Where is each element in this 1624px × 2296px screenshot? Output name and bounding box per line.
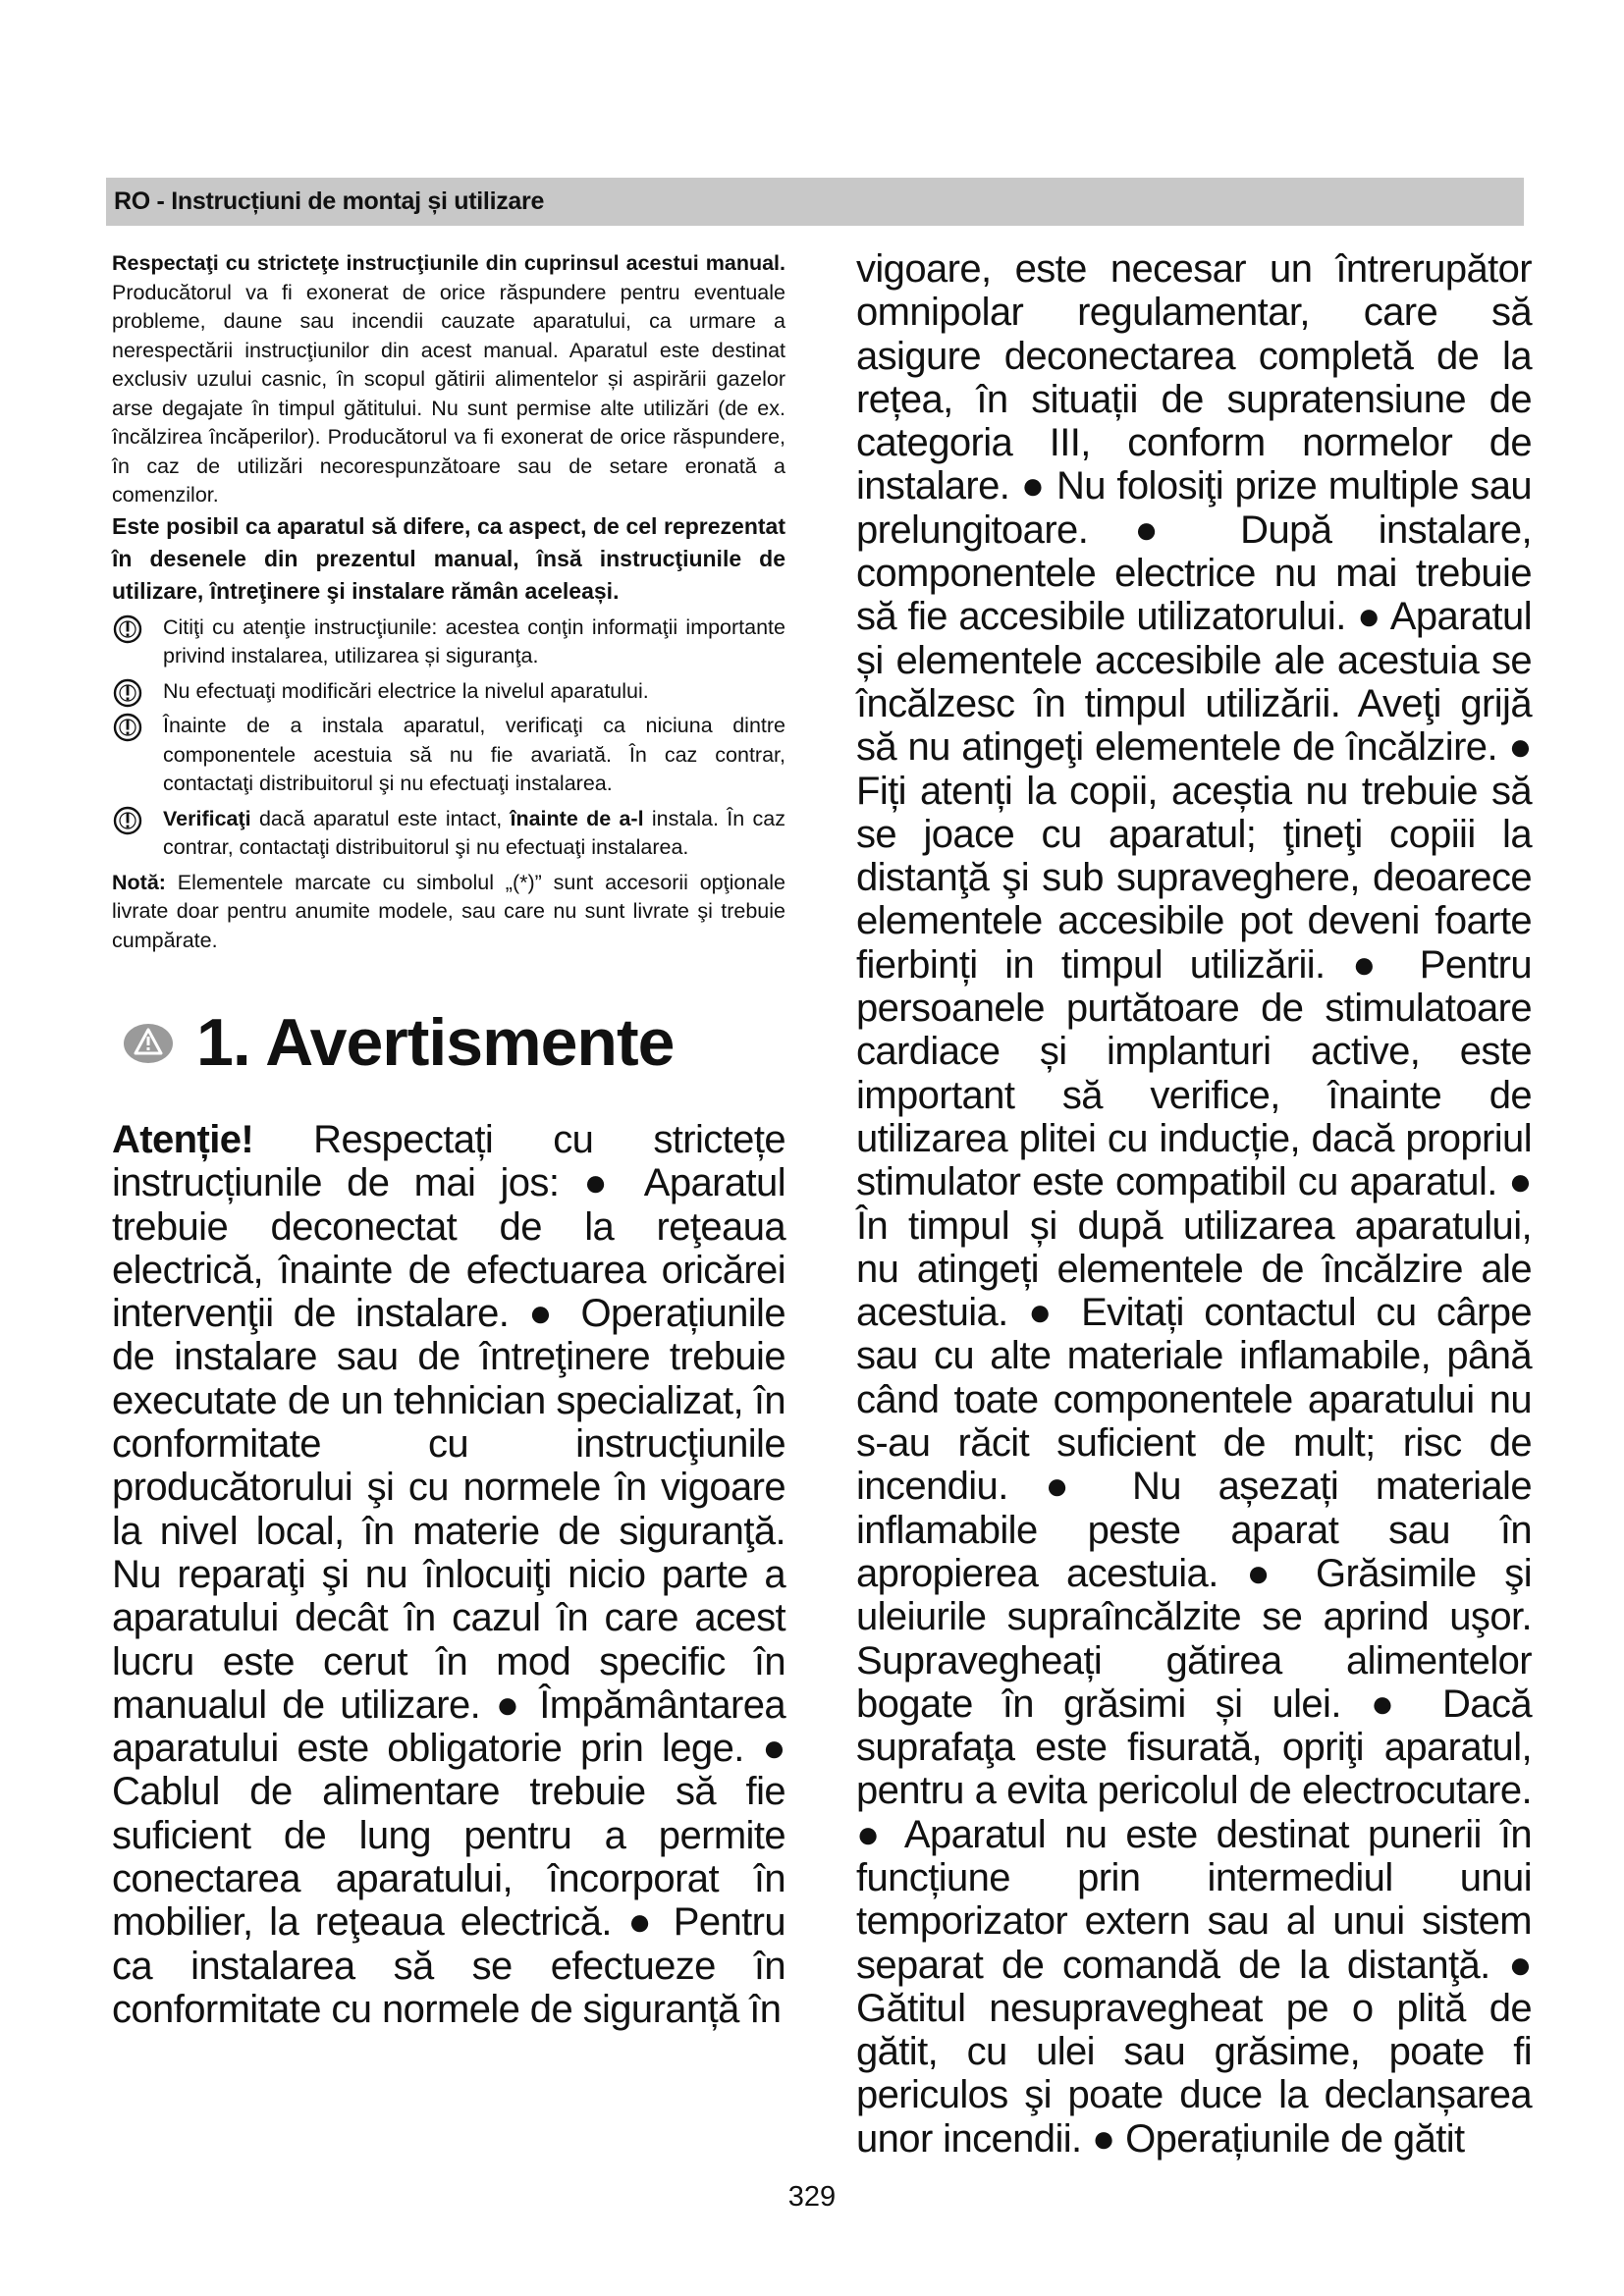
left-column [112,249,785,2031]
attention-icon [112,712,143,743]
intro-lead-bold: Respectaţi cu stricteţe instrucţiunile din cuprinsul acestui manual. [112,251,785,275]
warning-item [112,677,785,707]
warning-item [112,805,785,863]
warning-item [112,614,785,671]
note-text: Elementele marcate cu simbolul „(*)” sunt accesorii opţionale livrate doar pentru anumite modele, sau care nu sunt livrate şi trebuie cumpărate. [112,870,785,952]
warning-text: Înainte de a instala aparatul, verificaţi ca niciuna dintre componentele acestuia să nu fie avariată. În caz contrar, contactaţi distribuitorul şi nu efectuaţi instalarea. [163,714,785,795]
warning-bold-mid: înainte de a-l [510,806,644,830]
note-paragraph [112,869,785,956]
body-left-text: Respectați cu strictețe instrucțiunile de mai jos: ● Aparatul trebuie deconectat de la reţeaua electrică, înainte de efectuarea oricărei intervenţii de instalare. ● Operațiunile de instalare sau de întreţinere trebuie executate de un tehnician specializat, în conformitate cu instrucţiunile producătorului şi cu normele în vigoare la nivel local, în materie de siguranţă. Nu reparaţi şi nu înlocuiţi nicio parte a aparatului decât în cazul în care acest lucru este cerut în mod specific în manualul de utilizare. ● Împământarea aparatului este obligatorie prin lege. ● Cablul de alimentare trebuie să fie suficient de lung pentru a permite conectarea aparatului, încorporat în mobilier, la reţeaua electrică. ● Pentru ca instalarea să se efectueze în conformitate cu normele de siguranță în [112,1118,785,2031]
attention-icon [112,614,143,645]
warning-bold-start: Verificaţi [163,806,251,830]
warning-text: Citiţi cu atenţie instrucţiunile: acestea conţin informaţii importante privind instalarea, utilizarea și siguranţa. [163,614,785,667]
warning-triangle-icon [122,1022,175,1065]
right-column [856,247,1532,2161]
page-header-title: RO - Instrucțiuni de montaj și utilizare [114,187,545,215]
attention-label: Atenție! [112,1118,254,1161]
note-label: Notă: [112,870,166,894]
warning-text: Nu efectuaţi modificări electrice la nivelul aparatului. [163,678,649,703]
header-bar [106,178,1524,226]
body-text-right: vigoare, este necesar un întrerupător omnipolar regulamentar, care să asigure deconectarea completă de la rețea, în situații de supratensiune de categoria III, conform normelor de instalare. ● Nu folosiţi prize multiple sau prelungitoare. ● După instalare, componentele electrice nu mai trebuie să fie accesibile utilizatorului. ● Aparatul și elementele accesibile ale acestuia se încălzesc în timpul utilizării. Aveţi grijă să nu atingeţi elementele de încălzire. ● Fiți atenți la copii, aceștia nu trebuie să se joace cu aparatul; ţineţi copiii la distanţă şi sub supraveghere, deoarece elementele accesibile pot deveni foarte fierbinți in timpul utilizării. ● Pentru persoanele purtătoare de stimulatoare cardiace și implanturi active, este important să verifice, înainte de utilizarea plitei cu inducție, dacă propriul stimulator este compatibil cu aparatul. ● În timpul și după utilizarea aparatului, nu atingeți elementele de încălzire ale acestuia. ● Evitați contactul cu cârpe sau cu alte materiale inflamabile, până când toate componentele aparatului nu s-au răcit suficient de mult; risc de incendiu. ● Nu așezați materiale inflamabile peste aparat sau în apropierea acestuia. ● Grăsimile şi uleiurile supraîncălzite se aprind uşor. Supravegheați gătirea alimentelor bogate în grăsimi și ulei. ● Dacă suprafaţa este fisurată, opriţi aparatul, pentru a evita pericolul de electrocutare. ● Aparatul nu este destinat punerii în funcțiune prin intermediul unui temporizator extern sau al unui sistem separat de comandă de la distanţă. ● Gătitul nesupravegheat pe o plită de gătit, cu ulei sau grăsime, poate fi periculos şi poate duce la declanșarea unor incendii. ● Operațiunile de gătit [856,247,1532,2161]
warning-item [112,712,785,799]
warning-text-end: instala. În caz contrar, contactaţi distribuitorul şi nu efectuaţi instalarea. [163,806,785,859]
attention-icon [112,677,143,709]
body-text-left [112,1118,785,2031]
section-title: 1. Avertismente [196,1005,675,1080]
warning-text: dacă aparatul este intact, [250,806,511,830]
section-heading [112,998,785,1089]
attention-icon [112,805,143,836]
intro-paragraph [112,249,785,510]
page-number: 329 [787,2181,837,2213]
appearance-notice: Este posibil ca aparatul să difere, ca aspect, de cel reprezentat în desenele din prezentul manual, însă instrucţiunile de utilizare, întreţinere şi instalare rămân aceleași. [112,512,785,604]
intro-lead-text: Producătorul va fi exonerat de orice răspundere pentru eventuale probleme, daune sau incendii cauzate aparatului, ca urmare a nerespectării instrucţiunilor din acest manual. Aparatul este destinat exclusiv uzului casnic, în scopul gătirii alimentelor și aspirării gazelor arse degajate în timpul gătitului. Nu sunt permise alte utilizări (de ex. încălzirea încăperilor). Producătorul va fi exonerat de orice răspundere, în caz de utilizări necorespunzătoare sau de setare eronată a comenzilor. [112,280,785,507]
